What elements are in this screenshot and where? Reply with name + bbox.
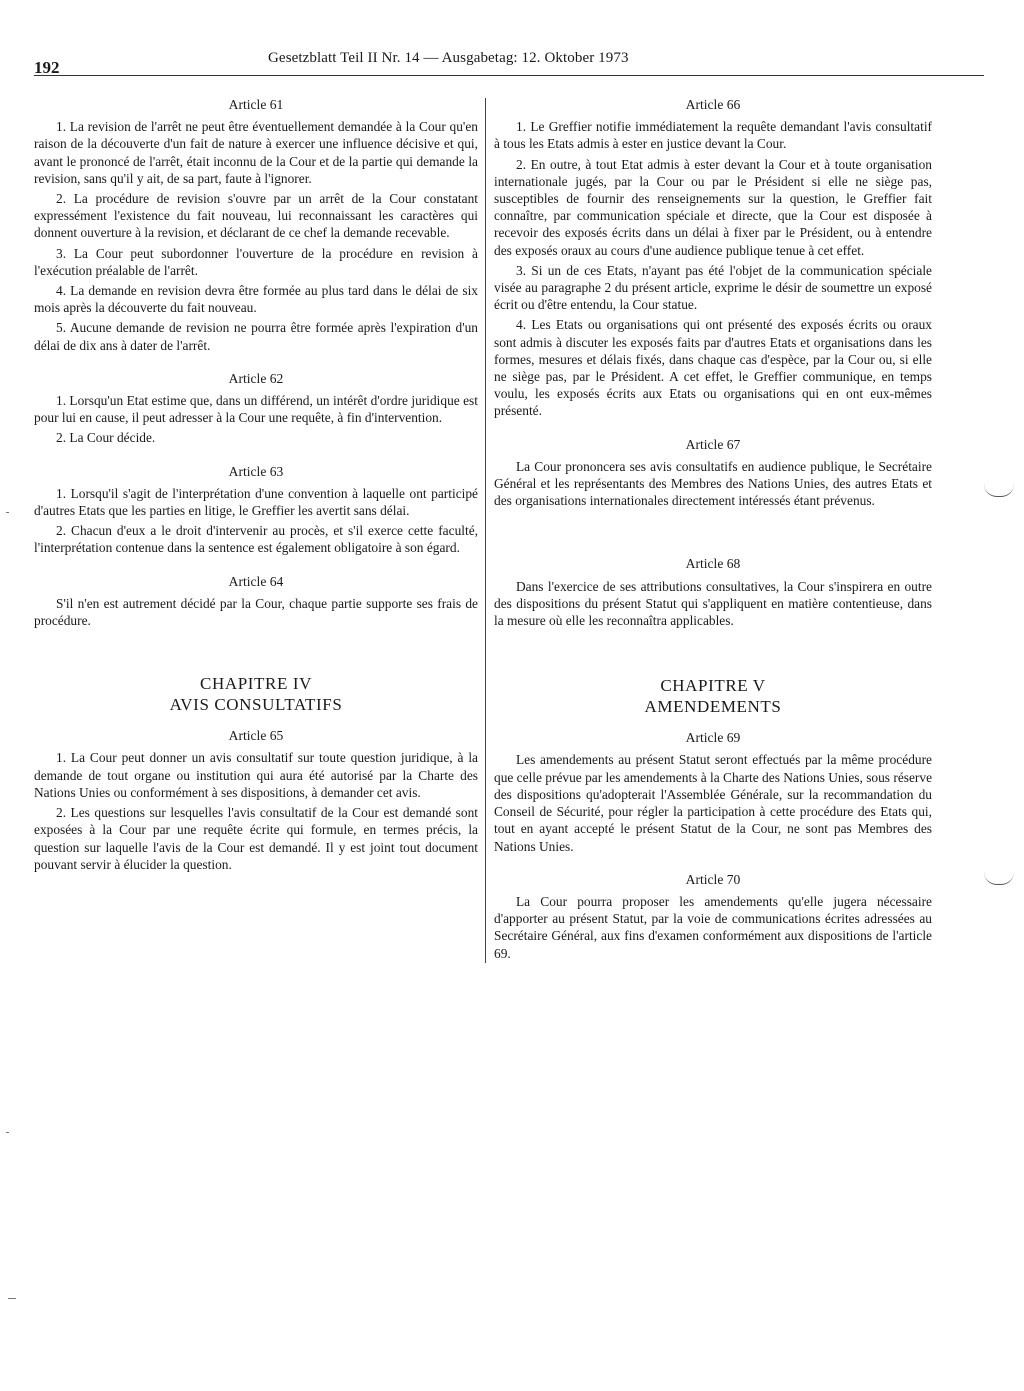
article-title: Article 67 (685, 436, 741, 452)
paragraph: La Cour prononcera ses avis consultatifs en audience publique, le Secrétaire Général et les représentants des Membres des Nations Unies, des autres Etats et des organisations internationales directement intéressés étant prévenus. (494, 458, 932, 509)
paragraph: 2. Les questions sur lesquelles l'avis consultatif de la Cour est demandé sont exposées à la Cour par une requête écrite qui formule, en termes précis, la question sur laquelle l'avis de la Cour est demandé. Il y est joint tout document pouvant servir à élucider la question. (34, 805, 478, 872)
paragraph: 1. Le Greffier notifie immédiatement la requête demandant l'avis consultatif à tous les Etats admis à ester en justice devant la Cour. (494, 119, 932, 152)
paragraph: 1. La revision de l'arrêt ne peut être éventuellement demandée à la Cour qu'en raison de la découverte d'un fait de nature à exercer une influence décisive et qui, avant le prononcé de l'arrêt, était inconnu de la Cour et de la partie qui demande la revision, sans qu'il y ait, de sa part, faute à l'ignorer. (34, 119, 478, 186)
article-61 (34, 96, 478, 354)
page-number: 192 (34, 58, 60, 77)
paragraph: Les amendements au présent Statut seront effectués par la même procédure que celle prévue par les amendements à la Charte des Nations Unies, sous réserve des dispositions qu'adopterait l'Assemblée Générale, sur la recommandation du Conseil de Sécurité, pour régler la participation à cette procédure des Etats qui, tout en ayant accepté le présent Statut de la Cour, ne sont pas Membres des Nations Unies. (494, 752, 933, 854)
paragraph: 2. Chacun d'eux a le droit d'intervenir au procès, et s'il exerce cette faculté, l'interprétation contenue dans la sentence est également obligatoire à son égard. (34, 523, 478, 556)
article-69 (494, 729, 932, 854)
article-title: Article 70 (685, 871, 741, 887)
margin-mark (984, 484, 1014, 497)
left-column (34, 96, 478, 889)
article-63 (34, 463, 478, 557)
chapter-subtitle: AMENDEMENTS (644, 697, 782, 717)
paragraph: 2. La Cour décide. (56, 430, 156, 446)
paragraph: 2. En outre, à tout Etat admis à ester devant la Cour et à toute organisation internationale jugés, par la Cour ou par le Président si elle ne siège pas, susceptibles de fournir des renseignements sur la question, le Greffier fait connaître, par communication spéciale et directe, que la Cour est disposée à recevoir des exposés écrits dans un délai à fixer par le Président, ou à entendre des exposés oraux au cours d'une audience publique tenue à cet effet. (494, 156, 932, 258)
paragraph: 4. La demande en revision devra être formée au plus tard dans le délai de six mois après la découverte du fait nouveau. (34, 283, 478, 316)
paragraph: 1. La Cour peut donner un avis consultatif sur toute question juridique, à la demande de tout organe ou institution qui aura été autorisé par la Charte des Nations Unies ou conformément à ses dispositions, à demander cet avis. (34, 750, 478, 800)
article-67 (494, 436, 932, 510)
spacer (494, 645, 932, 675)
header-rule (34, 75, 984, 76)
article-68 (494, 555, 932, 629)
article-title: Article 63 (228, 463, 284, 479)
right-column (494, 96, 932, 978)
article-title: Article 65 (228, 728, 284, 744)
paragraph: 5. Aucune demande de revision ne pourra être formée après l'expiration d'un délai de dix ans à dater de l'arrêt. (34, 320, 478, 353)
article-66 (494, 96, 932, 420)
scan-speck (8, 1298, 16, 1299)
article-65 (34, 727, 478, 873)
article-70 (494, 871, 932, 962)
gazette-title: Gesetzblatt Teil II Nr. 14 — Ausgabetag: 12. Oktober 1973 (268, 50, 629, 66)
chapter-title: CHAPITRE V (660, 676, 766, 696)
column-divider (485, 98, 486, 963)
paragraph: 4. Les Etats ou organisations qui ont présenté des exposés écrits ou oraux sont admis à discuter les exposés faits par d'autres Etats et organisations dans les formes, mesures et délais fixés, dans chaque cas d'espèce, par la Cour ou, si elle ne siège pas, par le Président. A cet effet, le Greffier communique, en temps voulu, les exposés écrits aux Etats ou organisations qui en ont eux-mêmes présenté. (494, 317, 932, 419)
paragraph: 3. La Cour peut subordonner l'ouverture de la procédure en revision à l'exécution préalable de l'arrêt. (34, 245, 478, 278)
paragraph: 1. Lorsqu'un Etat estime que, dans un différend, un intérêt d'ordre juridique est pour lui en cause, il peut adresser à la Cour une requête, à fin d'intervention. (34, 393, 478, 426)
paragraph: 1. Lorsqu'il s'agit de l'interprétation d'une convention à laquelle ont participé d'autres Etats que les parties en litige, le Greffier les avertit sans délai. (34, 485, 478, 519)
article-title: Article 68 (685, 556, 741, 572)
article-title: Article 69 (685, 730, 741, 746)
article-title: Article 66 (685, 97, 741, 112)
article-title: Article 62 (228, 370, 284, 386)
article-title: Article 64 (228, 573, 284, 589)
paragraph: 3. Si un de ces Etats, n'ayant pas été l'objet de la communication spéciale visée au paragraphe 2 du présent article, exprime le désir de soumettre un exposé écrit ou d'être entendu, la Cour statue. (494, 262, 932, 313)
page-header (0, 0, 1024, 90)
scan-speck (6, 512, 9, 513)
margin-mark (984, 872, 1014, 885)
paragraph: La Cour pourra proposer les amendements qu'elle jugera nécessaire d'apporter au présent Statut, par la voie de communications écrites adressées au Secrétaire Général, aux fins d'examen conformément aux dispositions de l'article 69. (494, 893, 932, 961)
spacer (494, 525, 932, 555)
chapter-subtitle: AVIS CONSULTATIFS (169, 695, 343, 715)
paragraph: 2. La procédure de revision s'ouvre par un arrêt de la Cour constatant expressément l'existence du fait nouveau, lui reconnaissant les caractères qui donnent ouverture à la revision, et déclarant de ce chef la demande recevable. (34, 191, 478, 241)
paragraph: Dans l'exercice de ses attributions consultatives, la Cour s'inspirera en outre des dispositions du présent Statut qui s'appliquent en matière contentieuse, dans la mesure où elle les reconnaîtra applicables. (494, 578, 932, 629)
scan-speck (6, 1132, 9, 1133)
chapter-title: CHAPITRE IV (200, 674, 312, 694)
spacer (34, 645, 478, 673)
article-62 (34, 370, 478, 447)
article-64 (34, 573, 478, 630)
article-title: Article 61 (228, 97, 284, 112)
paragraph: S'il n'en est autrement décidé par la Cour, chaque partie supporte ses frais de procédure. (34, 595, 478, 629)
